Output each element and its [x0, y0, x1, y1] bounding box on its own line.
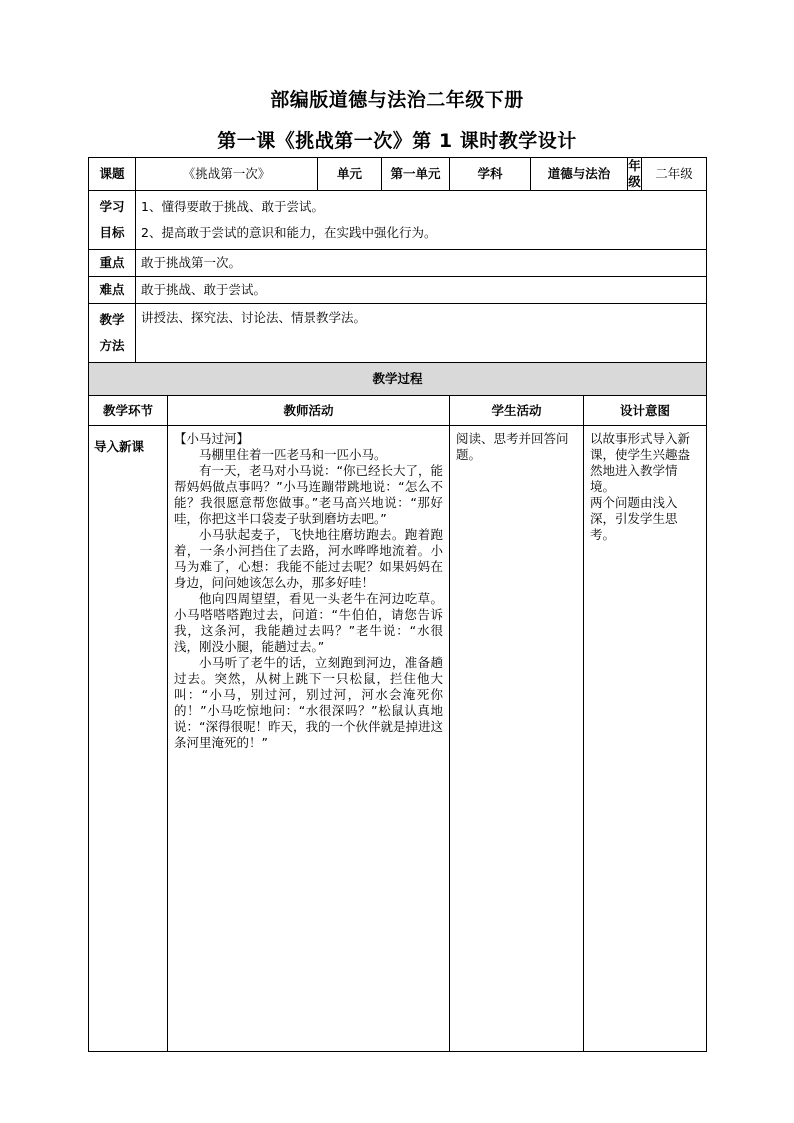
methods-row [89, 304, 707, 363]
story-paragraph: 他向四周望望，看见一头老牛在河边吃草。小马嗒嗒嗒跑过去，问道：“牛伯伯，请您告诉我，这条河，我能趟过去吗？”老牛说：“水很浅，刚没小腿，能趟过去。” [174, 591, 444, 654]
process-row-intro [89, 426, 707, 1052]
process-header-teacher: 教师活动 [168, 396, 450, 426]
process-header-row [89, 396, 707, 426]
stage-cell: 导入新课 [89, 426, 168, 1052]
story-paragraph: 小马驮起麦子，飞快地往磨坊跑去。跑着跑着，一条小河挡住了去路，河水哗哗地流着。小马为难了，心想：我能不能过去呢？如果妈妈在身边，问问她该怎么办，那多好哇！ [174, 527, 444, 590]
lesson-plan-table [88, 157, 707, 1052]
process-section-title: 教学过程 [89, 363, 707, 396]
subject-label: 学科 [450, 158, 531, 191]
process-header-student: 学生活动 [450, 396, 584, 426]
process-header-intent: 设计意图 [584, 396, 707, 426]
story-paragraph: 小马听了老牛的话，立刻跑到河边，准备趟过去。突然，从树上跳下一只松鼠，拦住他大叫：“小马，别过河，别过河，河水会淹死你的！”小马吃惊地问：“水很深吗？”松鼠认真地说：“深得很呢！昨天，我的一个伙伴就是掉进这条河里淹死的！” [174, 655, 444, 750]
design-intent-cell [584, 426, 707, 1052]
key-point-row [89, 250, 707, 277]
goal-item: 1、懂得要敢于挑战、敢于尝试。 [141, 199, 324, 214]
unit-value: 第一单元 [382, 158, 450, 191]
teacher-activity-cell [168, 426, 450, 1052]
design-intent-text: 以故事形式导入新课，使学生兴趣盎然地进入教学情境。 [590, 431, 691, 494]
document-title: 部编版道德与法治二年级下册 [270, 89, 524, 111]
difficulty-row [89, 277, 707, 304]
key-point-value: 敢于挑战第一次。 [136, 250, 707, 277]
student-activity-cell [450, 426, 584, 1052]
topic-label: 课题 [89, 158, 136, 191]
design-intent-text: 两个问题由浅入深，引发学生思考。 [590, 495, 678, 542]
document-subtitle: 第一课《挑战第一次》第 1 课时教学设计 [217, 130, 577, 152]
topic-value: 《挑战第一次》 [136, 158, 318, 191]
story-paragraph: 马棚里住着一匹老马和一匹小马。 [199, 447, 387, 462]
methods-value: 讲授法、探究法、讨论法、情景教学法。 [136, 304, 707, 363]
goal-item: 2、提高敢于尝试的意识和能力，在实践中强化行为。 [141, 225, 437, 240]
goals-row [89, 191, 707, 250]
methods-label: 教学方法 [89, 304, 136, 363]
story-paragraph: 有一天，老马对小马说：“你已经长大了，能帮妈妈做点事吗？”小马连蹦带跳地说：“怎么不能？我很愿意帮您做事。”老马高兴地说：“那好哇，你把这半口袋麦子驮到磨坊去吧。” [174, 463, 444, 526]
key-point-label: 重点 [89, 250, 136, 277]
process-header-stage: 教学环节 [89, 396, 168, 426]
difficulty-value: 敢于挑战、敢于尝试。 [136, 277, 707, 304]
process-title-row [89, 363, 707, 396]
goals-list [136, 191, 707, 250]
grade-label: 年级 [628, 158, 641, 189]
unit-label: 单元 [318, 158, 382, 191]
difficulty-label: 难点 [89, 277, 136, 304]
goals-label: 学习目标 [89, 191, 136, 250]
subject-value: 道德与法治 [531, 158, 628, 191]
info-row [89, 158, 707, 191]
student-activity-text: 阅读、思考并回答问题。 [456, 431, 569, 462]
grade-value: 二年级 [642, 158, 707, 191]
story-heading: 【小马过河】 [174, 431, 250, 446]
